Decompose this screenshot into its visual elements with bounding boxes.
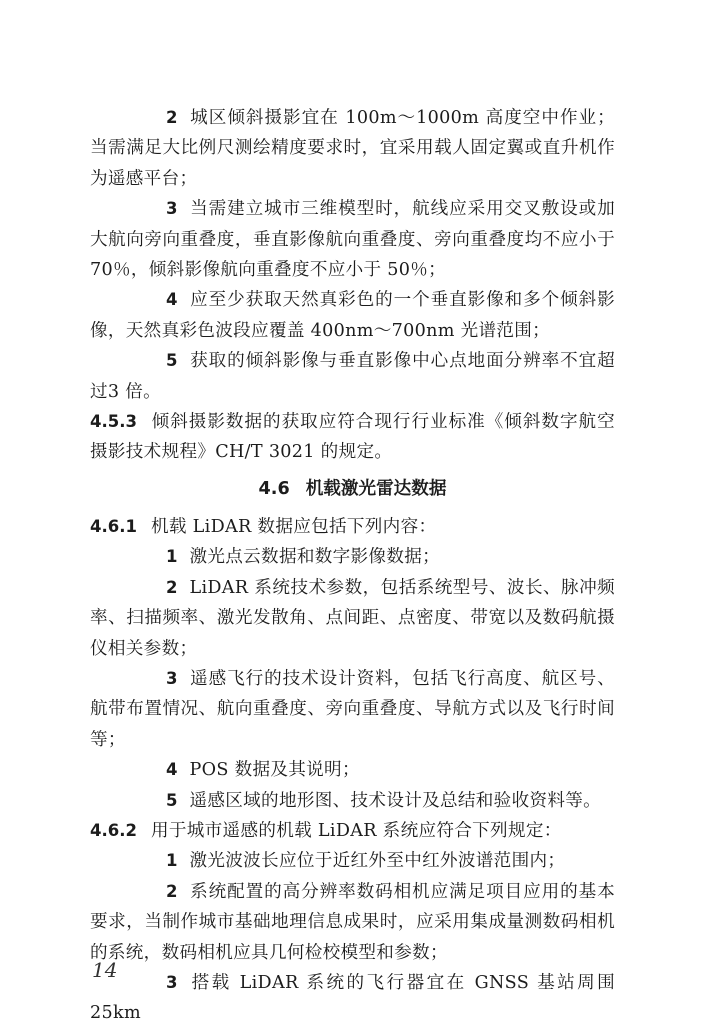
list-item-4-5-2-2: [90, 103, 615, 194]
item-text: 当需建立城市三维模型时，航线应采用交叉敷设或加大航向旁向重叠度，垂直影像航向重叠度、旁向重叠度均不应小于70％，倾斜影像航向重叠度不应小于 50％；: [90, 199, 615, 281]
list-item-4-5-2-4: [90, 285, 615, 346]
item-number: 2: [166, 881, 178, 901]
list-item-4-6-1-5: [90, 786, 615, 816]
section-title: 机载激光雷达数据: [305, 478, 447, 499]
item-number: 4: [166, 760, 178, 780]
item-text: 搭载 LiDAR 系统的飞行器宜在 GNSS 基站周围 25km: [90, 972, 615, 1024]
clause-4-6-1: [90, 512, 615, 542]
item-number: 5: [166, 351, 178, 371]
clause-4-6-2: [90, 816, 615, 846]
item-number: 5: [166, 790, 178, 810]
clause-number: 4.5.3: [90, 412, 137, 432]
list-item-4-6-2-3: [90, 968, 615, 1029]
clause-number: 4.6.1: [90, 516, 137, 536]
list-item-4-6-2-2: [90, 877, 615, 968]
list-item-4-5-2-3: [90, 194, 615, 285]
item-text: 系统配置的高分辨率数码相机应满足项目应用的基本要求，当制作城市基础地理信息成果时，应采用集成量测数码相机的系统，数码相机应具几何检校模型和参数；: [90, 881, 615, 963]
item-text: 应至少获取天然真彩色的一个垂直影像和多个倾斜影像，天然真彩色波段应覆盖 400nm～700nm 光谱范围；: [90, 290, 615, 341]
item-text: 城区倾斜摄影宜在 100m～1000m 高度空中作业；当需满足大比例尺测绘精度要求时，宜采用载人固定翼或直升机作为遥感平台；: [90, 108, 615, 189]
clause-text: 机载 LiDAR 数据应包括下列内容：: [150, 516, 437, 537]
section-heading-4-6: [90, 474, 615, 504]
section-number: 4.6: [258, 478, 290, 499]
item-number: 3: [166, 199, 178, 219]
item-number: 2: [166, 577, 178, 597]
item-number: 3: [166, 668, 178, 688]
clause-4-5-3: [90, 407, 615, 468]
list-item-4-5-2-5: [90, 346, 615, 407]
item-number: 4: [166, 290, 178, 310]
list-item-4-6-1-3: [90, 664, 615, 755]
item-text: 遥感区域的地形图、技术设计及总结和验收资料等。: [189, 790, 602, 811]
item-text: 激光点云数据和数字影像数据；: [189, 547, 440, 568]
item-number: 3: [166, 972, 178, 992]
item-number: 2: [166, 108, 178, 127]
page-content: [90, 103, 615, 1029]
page-number: 14: [92, 958, 118, 982]
clause-number: 4.6.2: [90, 820, 137, 840]
list-item-4-6-1-1: [90, 542, 615, 572]
item-text: 获取的倾斜影像与垂直影像中心点地面分辨率不宜超过3 倍。: [90, 351, 615, 402]
item-number: 1: [166, 851, 178, 871]
clause-text: 倾斜摄影数据的获取应符合现行行业标准《倾斜数字航空摄影技术规程》CH/T 3021 的规定。: [90, 412, 615, 463]
item-text: POS 数据及其说明；: [189, 760, 360, 781]
item-text: LiDAR 系统技术参数，包括系统型号、波长、脉冲频率、扫描频率、激光发散角、点间距、点密度、带宽以及数码航摄仪相关参数；: [90, 577, 615, 659]
list-item-4-6-1-2: [90, 573, 615, 664]
clause-text: 用于城市遥感的机载 LiDAR 系统应符合下列规定：: [150, 820, 562, 841]
item-number: 1: [166, 547, 178, 567]
list-item-4-6-2-1: [90, 846, 615, 876]
list-item-4-6-1-4: [90, 755, 615, 785]
item-text: 遥感飞行的技术设计资料，包括飞行高度、航区号、航带布置情况、航向重叠度、旁向重叠度、导航方式以及飞行时间等；: [90, 668, 615, 750]
item-text: 激光波波长应位于近红外至中红外波谱范围内；: [189, 851, 566, 872]
